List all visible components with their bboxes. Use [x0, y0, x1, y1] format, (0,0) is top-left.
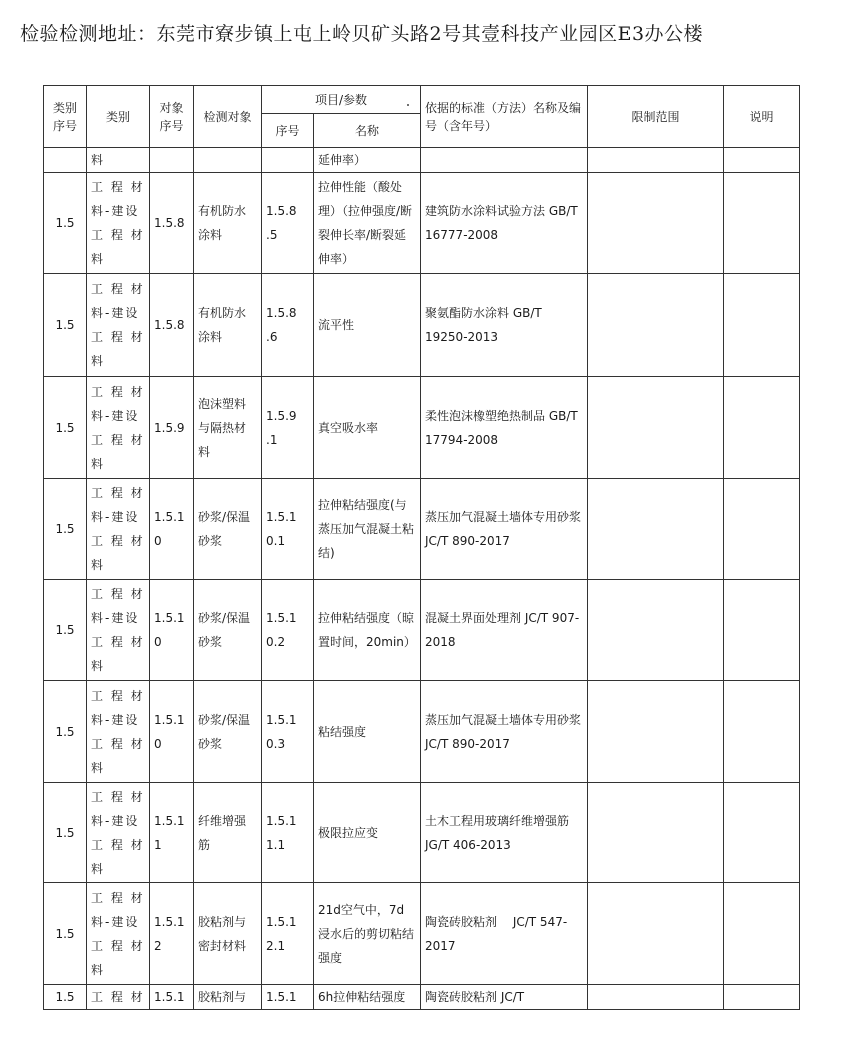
- cell-category: 工 程 材 料-建设 工 程 材 料: [87, 173, 150, 274]
- cell-note: [724, 883, 800, 985]
- cell-object: 纤维增强 筋: [194, 783, 262, 883]
- test-address: 检验检测地址：东莞市寮步镇上屯上岭贝矿头路2号其壹科技产业园区E3办公楼: [20, 23, 704, 45]
- cell-category-no: 1.5: [44, 883, 87, 985]
- cell-item-name: 拉伸粘结强度（晾置时间，20min）: [314, 580, 421, 681]
- cell-standard: 陶瓷砖胶粘剂 JC/T: [421, 985, 588, 1010]
- table-row: [44, 985, 800, 1010]
- cell-limit: [588, 173, 724, 274]
- cell-note: [724, 148, 800, 173]
- cell-note: [724, 479, 800, 580]
- cell-object-no: 1.5.8: [150, 173, 194, 274]
- cell-note: [724, 173, 800, 274]
- table-row: [44, 274, 800, 377]
- header-item-name: 名称: [314, 114, 421, 148]
- cell-item-no: 1.5.8 .6: [262, 274, 314, 377]
- cell-limit: [588, 377, 724, 479]
- cell-category: 工 程 材 料-建设 工 程 材 料: [87, 681, 150, 783]
- table-row: [44, 377, 800, 479]
- cell-category: 工 程 材 料-建设 工 程 材 料: [87, 274, 150, 377]
- cell-note: [724, 783, 800, 883]
- cell-standard: 聚氨酯防水涂料 GB/T 19250-2013: [421, 274, 588, 377]
- table-row: [44, 580, 800, 681]
- cell-item-no: 1.5.1: [262, 985, 314, 1010]
- cell-note: [724, 377, 800, 479]
- cell-object-no: 1.5.1 0: [150, 580, 194, 681]
- cell-item-no: 1.5.1 1.1: [262, 783, 314, 883]
- cell-standard: 柔性泡沫橡塑绝热制品 GB/T 17794-2008: [421, 377, 588, 479]
- cell-standard: 土木工程用玻璃纤维增强筋 JG/T 406-2013: [421, 783, 588, 883]
- cell-object-no: 1.5.1 0: [150, 479, 194, 580]
- cell-limit: [588, 985, 724, 1010]
- cell-note: [724, 580, 800, 681]
- table-row: [44, 173, 800, 274]
- header-standard: 依据的标准（方法）名称及编号（含年号）: [421, 86, 588, 148]
- cell-object: 砂浆/保温 砂浆: [194, 580, 262, 681]
- header-category: 类别: [87, 86, 150, 148]
- header-note: 说明: [724, 86, 800, 148]
- cell-note: [724, 274, 800, 377]
- cell-category-no: 1.5: [44, 479, 87, 580]
- cell-item-no: 1.5.1 0.3: [262, 681, 314, 783]
- cell-item-name: 6h拉伸粘结强度: [314, 985, 421, 1010]
- cell-object-no: 1.5.9: [150, 377, 194, 479]
- cell-limit: [588, 580, 724, 681]
- cell-object-no: [150, 148, 194, 173]
- cell-category-no: [44, 148, 87, 173]
- header-limit: 限制范围: [588, 86, 724, 148]
- cell-category-no: 1.5: [44, 274, 87, 377]
- cell-limit: [588, 883, 724, 985]
- cell-category: 工 程 材 料-建设 工 程 材 料: [87, 580, 150, 681]
- cell-object: 砂浆/保温 砂浆: [194, 681, 262, 783]
- cell-category-no: 1.5: [44, 985, 87, 1010]
- cell-standard: 蒸压加气混凝土墙体专用砂浆 JC/T 890-2017: [421, 479, 588, 580]
- cell-standard: 蒸压加气混凝土墙体专用砂浆 JC/T 890-2017: [421, 681, 588, 783]
- cell-object-no: 1.5.1 0: [150, 681, 194, 783]
- cell-category: 工 程 材 料-建设 工 程 材 料: [87, 783, 150, 883]
- cell-standard: 混凝土界面处理剂 JC/T 907-2018: [421, 580, 588, 681]
- cell-limit: [588, 681, 724, 783]
- cell-item-name: 真空吸水率: [314, 377, 421, 479]
- cell-note: [724, 681, 800, 783]
- cell-object: 有机防水 涂料: [194, 274, 262, 377]
- cell-item-no: 1.5.1 2.1: [262, 883, 314, 985]
- cell-item-name: 流平性: [314, 274, 421, 377]
- cell-category-no: 1.5: [44, 783, 87, 883]
- header-object: 检测对象: [194, 86, 262, 148]
- cell-object-no: 1.5.8: [150, 274, 194, 377]
- cell-object: 砂浆/保温 砂浆: [194, 479, 262, 580]
- header-item-group: 项目/参数: [262, 86, 421, 114]
- continuation-row: [44, 148, 800, 173]
- table-row: [44, 783, 800, 883]
- cell-object-no: 1.5.1 2: [150, 883, 194, 985]
- cell-object-no: 1.5.1 1: [150, 783, 194, 883]
- header-category-no: 类别序号: [44, 86, 87, 148]
- cell-item-name: 粘结强度: [314, 681, 421, 783]
- table-row: [44, 479, 800, 580]
- cell-category: 工 程 材 料-建设 工 程 材 料: [87, 479, 150, 580]
- cell-limit: [588, 148, 724, 173]
- cell-category-no: 1.5: [44, 377, 87, 479]
- cell-item-name: 延伸率）: [314, 148, 421, 173]
- cell-object-no: 1.5.1: [150, 985, 194, 1010]
- cell-object: [194, 148, 262, 173]
- cell-item-no: 1.5.1 0.2: [262, 580, 314, 681]
- cell-item-name: 极限拉应变: [314, 783, 421, 883]
- cell-category: 工 程 材 料-建设 工 程 材 料: [87, 377, 150, 479]
- table-row: [44, 883, 800, 985]
- cell-item-name: 拉伸粘结强度(与蒸压加气混凝土粘结): [314, 479, 421, 580]
- cell-item-no: 1.5.9 .1: [262, 377, 314, 479]
- cell-category-no: 1.5: [44, 681, 87, 783]
- cell-note: [724, 985, 800, 1010]
- cell-limit: [588, 479, 724, 580]
- cell-category: 料: [87, 148, 150, 173]
- cell-standard: 建筑防水涂料试验方法 GB/T 16777-2008: [421, 173, 588, 274]
- cell-category: 工 程 材: [87, 985, 150, 1010]
- header-object-no: 对象序号: [150, 86, 194, 148]
- cell-item-no: 1.5.1 0.1: [262, 479, 314, 580]
- cell-object: 泡沫塑料 与隔热材 料: [194, 377, 262, 479]
- cell-item-no: 1.5.8 .5: [262, 173, 314, 274]
- cell-object: 胶粘剂与: [194, 985, 262, 1010]
- table-row: [44, 681, 800, 783]
- cell-category: 工 程 材 料-建设 工 程 材 料: [87, 883, 150, 985]
- cell-category-no: 1.5: [44, 173, 87, 274]
- cell-standard: [421, 148, 588, 173]
- cell-limit: [588, 274, 724, 377]
- cell-object: 有机防水 涂料: [194, 173, 262, 274]
- cell-object: 胶粘剂与 密封材料: [194, 883, 262, 985]
- accreditation-table: [43, 85, 800, 1010]
- cell-category-no: 1.5: [44, 580, 87, 681]
- header-item-no: 序号: [262, 114, 314, 148]
- cell-item-name: 21d空气中，7d浸水后的剪切粘结强度: [314, 883, 421, 985]
- cell-item-no: [262, 148, 314, 173]
- cell-standard: 陶瓷砖胶粘剂 JC/T 547-2017: [421, 883, 588, 985]
- cell-limit: [588, 783, 724, 883]
- cell-item-name: 拉伸性能（酸处理）（拉伸强度/断裂伸长率/断裂延伸率）: [314, 173, 421, 274]
